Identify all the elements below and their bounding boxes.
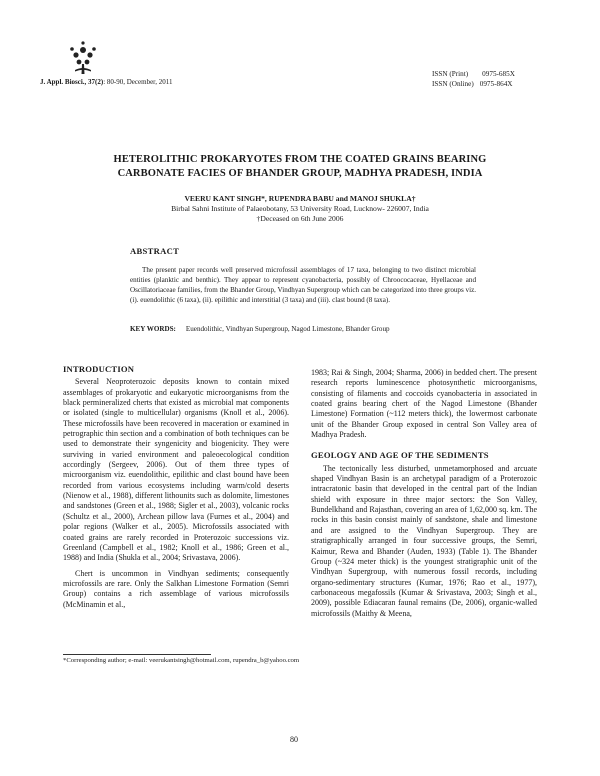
deceased-note: †Deceased on 6th June 2006 <box>256 214 344 223</box>
abstract-text: The present paper records well preserved microfossil assemblages of 17 taxa, belonging to two distinct microbial entities (planktic and benthic). They appear to represent cyanobacteria, possibly of Chroococaceae, Hyellaceae and Oscillatoriaceae families, from the Bhander Group, Vindhyan Supergroup which can be categorized into three groups viz. (i). euendolithic (6 taxa), (ii). epilithic and interstitial (3 taxa) and (iii). clast bound (8 taxa). <box>130 266 476 304</box>
issn-online-value: 0975-864X <box>479 80 513 88</box>
keywords-text: Euendolithic, Vindhyan Supergroup, Nagod Limestone, Bhander Group <box>185 325 390 333</box>
citation-journal: J. Appl. Biosci., <box>40 78 87 86</box>
title-line-2: CARBONATE FACIES OF BHANDER GROUP, MADHYA PRADESH, INDIA <box>117 167 483 179</box>
affiliation: Birbal Sahni Institute of Palaeobotany, 53 University Road, Lucknow- 226007, India <box>171 204 429 213</box>
issn-online-label: ISSN (Online) <box>432 80 474 88</box>
keywords <box>130 325 390 333</box>
issn-print-value: 0975-685X <box>482 70 515 78</box>
geology-paragraph-1: The tectonically less disturbed, unmetamorphosed and arcuate shaped Vindhyan Basin is an archetypal paradigm of a Proterozoic intracratonic basin that developed in the central part of the Indian shield with exposure in three major sectors: the Son Valley, Bundelkhand and Rajasthan, covering an area of 1,62,000 sq. km. The rocks in this basin consist mainly of sandstone, shale and limestone and are assigned to the Vindhyan Supergroup. They are stratigraphically arranged in four successive groups, the Semri, Kaimur, Rewa and Bhander (Auden, 1933) (Table 1). The Bhander Group (~324 meter thick) is the youngest stratigraphic unit of the Vindhyan Supergroup, with numerous fossil records, including organo-sedimentary structures (Kumar, 1976; Rao et al., 1977), carbonaceous megafossils (Kumar & Srivastava, 2003; Singh et al., 2009), possible Ediacaran faunal remains (De, 2006), organic-walled microfossils (Maithy & Meena, <box>311 463 537 618</box>
footnote-divider <box>63 654 211 655</box>
page-number: 80 <box>290 735 298 744</box>
citation-volume: 37(2) <box>88 78 104 86</box>
journal-logo-icon <box>66 40 100 76</box>
citation-pages-date: : 80-90, December, 2011 <box>103 78 173 86</box>
corresponding-author-footnote: *Corresponding author; e-mail: veerukantsingh@hotmail.com, rupendra_b@yahoo.com <box>63 657 300 664</box>
geology-heading: GEOLOGY AND AGE OF THE SEDIMENTS <box>311 450 489 461</box>
intro-paragraph-continued: 1983; Rai & Singh, 2004; Sharma, 2006) in bedded chert. The present research reports luminescence photosynthetic microorganisms, consisting of filaments and coccoids cyanobacteria in associated in coated grains bearing chert of the Nagod Limestone (Bhander Limestone) Formation (~112 meters thick), the lowermost carbonate unit of the Bhander Group exposed in central Son Valley area of Madhya Pradesh. <box>311 368 537 440</box>
title-line-1: HETEROLITHIC PROKARYOTES FROM THE COATED GRAINS BEARING <box>113 154 487 165</box>
journal-citation <box>40 78 172 86</box>
issn-block <box>432 69 515 89</box>
keywords-label: KEY WORDS: <box>130 325 176 333</box>
right-column <box>311 368 537 619</box>
affiliation-block <box>70 204 530 224</box>
intro-paragraph-1: Several Neoproterozoic deposits known to contain mixed assemblages of prokaryotic and eukaryotic microorganisms from the black permineralized cherts that existed as microbial mat components or isolated (single to multicellular) organisms (Knoll et al., 2006). These microfossils have been recovered in maceration or examined in petrographic thin section and a combination of both techniques can be used to demonstrate their syngenicity and biogenicity. They were surviving in varied environment and paleoecological condition accordingly (Sergeev, 2006). Out of them three types of microorganism viz. euendolithic, epilithic and clast bound have been recorded from various ecosystems including warm/cold deserts (Nienow et al., 1988), different lithounits such as dolomite, limestones and sandstones (Green et al., 1988; Sigler et al., 2003), volcanic rocks (Schultz et al., 2000), Archean pillow lava (Furnes et al., 2004) and polar regions (Walker et al., 2005). Microfossils associated with coated grains are rarely recorded in Proterozoic successions viz. Greenland (Campbell et al., 1982; Knoll et al., 1986; Green et al., 1988) and India (Shukla et al., 2004; Srivastava, 2006). <box>63 377 289 563</box>
introduction-heading: INTRODUCTION <box>63 364 135 374</box>
abstract-heading: ABSTRACT <box>130 246 180 256</box>
issn-print-label: ISSN (Print) <box>432 70 469 78</box>
left-column <box>63 364 289 610</box>
paper-title <box>70 153 530 180</box>
intro-paragraph-2: Chert is uncommon in Vindhyan sediments; consequently microfossils are rare. Only the Salkhan Limestone Formation (Semri Group) contains a rich assemblage of various microfossils (McMinamin et al., <box>63 568 289 609</box>
authors: VEERU KANT SINGH*, RUPENDRA BABU and MANOJ SHUKLA† <box>184 194 416 203</box>
